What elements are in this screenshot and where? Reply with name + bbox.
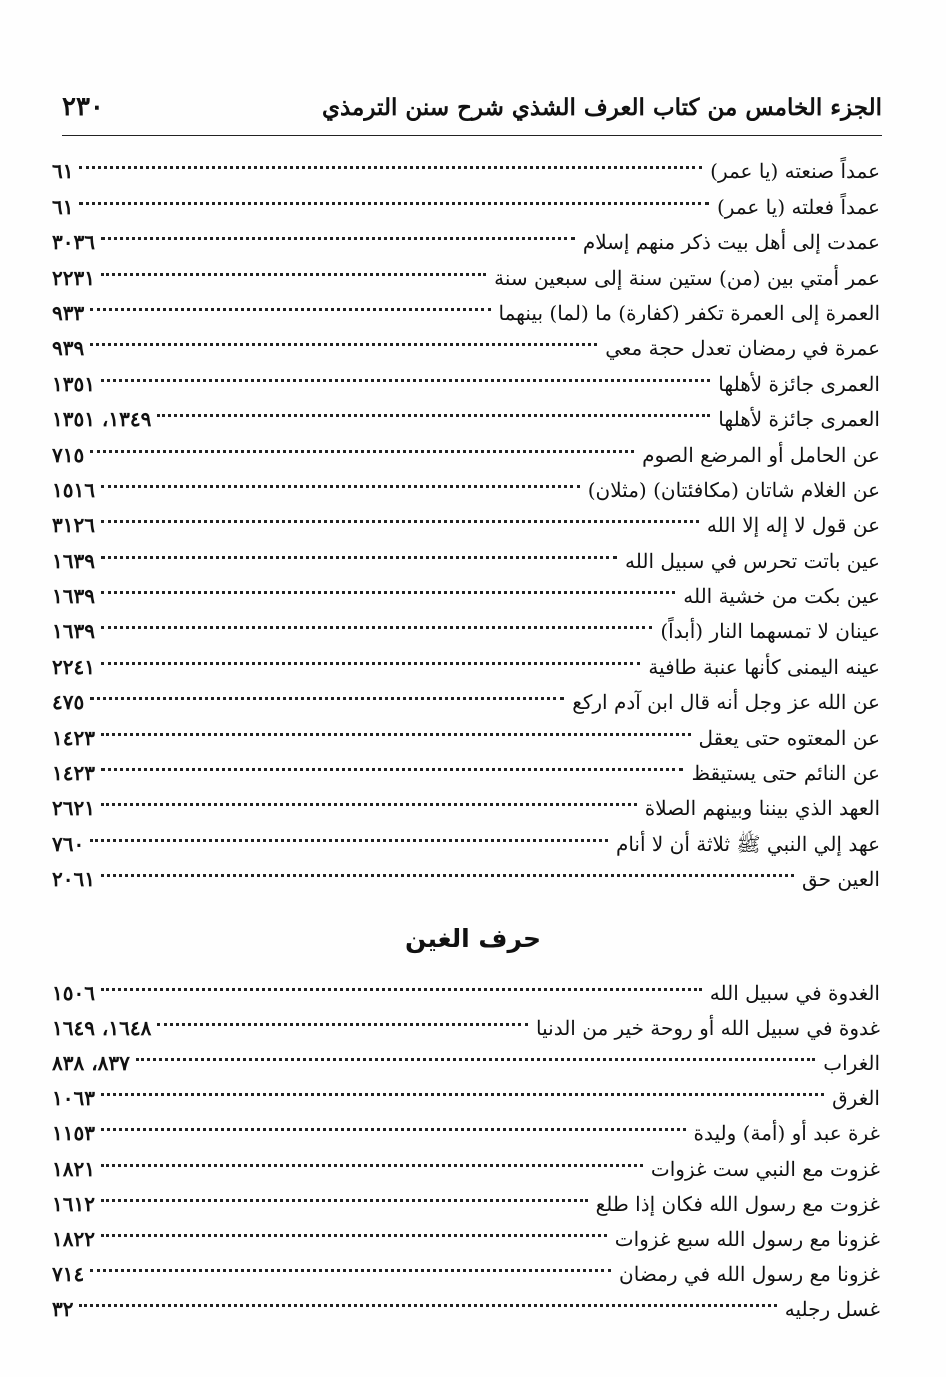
dot-leader [101,803,637,806]
section-heading-ghayn: حرف الغين [404,924,542,953]
dot-leader [136,1058,815,1061]
index-entry [52,394,880,432]
entry-text: عن الحامل أو المرضع الصوم [642,442,880,467]
entry-text: غرة عبد أو (أمة) وليدة [693,1121,880,1146]
entry-text: العين حق [802,867,880,892]
header-rule [62,135,882,136]
index-list-ghayn [52,968,880,1319]
index-entry [52,1003,880,1041]
index-entry [52,358,880,396]
entry-page-numbers: ١٣٤٩، ١٣٥١ [52,407,152,432]
entry-text: عين بكت من خشية الله [683,584,880,609]
entry-text: العهد الذي بيننا وبينهم الصلاة [644,796,880,821]
index-entry [52,818,880,856]
dot-leader [101,662,640,665]
index-entry [52,535,880,573]
entry-text: عمر أمتي بين (من) ستين سنة إلى سبعين سنة [494,265,880,290]
dot-leader [79,1304,776,1307]
entry-page-numbers: ٧١٤ [52,1261,85,1286]
dot-leader [101,273,486,276]
index-entry [52,641,880,679]
dot-leader [101,733,691,736]
entry-page-numbers: ١٦٣٩ [52,548,95,573]
entry-text: عينه اليمنى كأنها عنبة طافية [648,654,880,679]
index-entry [52,1179,880,1214]
index-entry [52,968,880,1006]
entry-page-numbers: ١٨٢٢ [52,1226,95,1251]
entry-text: عمداً فعلته (يا عمر) [716,194,880,219]
entry-page-numbers: ١٠٦٣ [52,1086,95,1111]
entry-text: عن الله عز وجل أنه قال ابن آدم اركع [572,690,880,715]
index-entry [52,748,880,786]
index-entry [52,1038,880,1076]
entry-text: عمدت إلى أهل بيت ذكر منهم إسلام [582,230,880,255]
entry-page-numbers: ١١٥٣ [52,1121,95,1146]
entry-text: عينان لا تمسهما النار (أبداً) [660,619,880,644]
dot-leader [101,379,710,382]
entry-page-numbers: ١٦٣٩ [52,584,95,609]
index-entry [52,1284,880,1319]
entry-page-numbers: ٣٠٣٦ [52,230,95,255]
entry-page-numbers: ١٤٢٣ [52,725,95,750]
entry-page-numbers: ٦١ [52,159,74,184]
entry-text: غدوة في سبيل الله أو روحة خير من الدنيا [536,1016,880,1041]
entry-text: الغدوة في سبيل الله [709,981,880,1006]
entry-text: العمرى جائزة لأهلها [718,371,880,396]
entry-page-numbers: ١٥١٦ [52,477,95,502]
dot-leader [101,237,575,240]
page-header [62,82,882,132]
dot-leader [101,626,652,629]
page-number: ٢٣٠ [62,92,104,122]
dot-leader [157,1023,528,1026]
index-entry [52,1073,880,1111]
entry-text: عمداً صنعته (يا عمر) [710,159,880,184]
entry-page-numbers: ٧١٥ [52,442,85,467]
entry-page-numbers: ١٦١٢ [52,1191,95,1216]
entry-text: غسل رجليه [784,1296,880,1321]
entry-page-numbers: ٢٢٤١ [52,654,95,679]
dot-leader [101,591,675,594]
entry-page-numbers: ٦١ [52,194,74,219]
dot-leader [101,556,617,559]
dot-leader [101,1093,824,1096]
entry-text: غزوت مع النبي ست غزوات [650,1156,880,1181]
entry-page-numbers: ١٦٤٨، ١٦٤٩ [52,1016,152,1041]
index-entry [52,606,880,644]
running-title: الجزء الخامس من كتاب العرف الشذي شرح سنن الترمذي [321,93,882,121]
entry-page-numbers: ٣٢ [52,1296,74,1321]
entry-text: الغراب [823,1051,880,1076]
index-list-ayn [52,146,880,892]
entry-text: العمرة إلى العمرة تكفر (كفارة) ما (لما) بينهما [498,300,880,325]
dot-leader [101,874,794,877]
index-entry [52,500,880,538]
dot-leader [101,768,683,771]
dot-leader [90,1269,611,1272]
index-entry [52,783,880,821]
index-entry [52,465,880,500]
entry-text: العمرى جائزة لأهلها [718,407,880,432]
dot-leader [90,450,634,453]
entry-page-numbers: ٧٦٠ [52,831,85,856]
index-entry [52,1108,880,1146]
entry-text: عين باتت تحرس في سبيل الله [625,548,880,573]
dot-leader [101,1234,607,1237]
index-entry [52,1249,880,1284]
dot-leader [101,485,580,488]
entry-page-numbers: ١٦٣٩ [52,619,95,644]
dot-leader [90,343,597,346]
dot-leader [79,166,702,169]
entry-page-numbers: ١٨٢١ [52,1156,95,1181]
index-entry [52,323,880,361]
entry-text: الغرق [832,1086,880,1111]
dot-leader [101,1128,686,1131]
entry-page-numbers: ٢٢٣١ [52,265,95,290]
index-entry [52,712,880,750]
entry-page-numbers: ٣١٢٦ [52,513,95,538]
index-entry [52,429,880,467]
entry-text: عهد إلي النبي ﷺ ثلاثة أن لا أنام [615,831,880,856]
entry-page-numbers: ٩٣٩ [52,336,85,361]
index-entry [52,288,880,323]
dot-leader [101,1199,588,1202]
entry-text: عمرة في رمضان تعدل حجة معي [605,336,880,361]
entry-text: غزونا مع رسول الله سبع غزوات [614,1226,880,1251]
index-entry [52,677,880,715]
entry-text: عن الغلام شاتان (مكافئتان) (مثلان) [587,477,880,502]
dot-leader [79,202,709,205]
index-entry [52,252,880,290]
entry-page-numbers: ١٣٥١ [52,371,95,396]
entry-page-numbers: ٤٧٥ [52,690,85,715]
index-entry [52,146,880,184]
dot-leader [90,308,490,311]
index-entry [52,571,880,609]
entry-text: غزونا مع رسول الله في رمضان [619,1261,880,1286]
index-entry [52,181,880,219]
entry-text: عن النائم حتى يستيقظ [691,761,880,786]
entry-page-numbers: ٨٣٧، ٨٣٨ [52,1051,130,1076]
entry-text: عن المعتوه حتى يعقل [698,725,880,750]
entry-page-numbers: ١٤٢٣ [52,761,95,786]
entry-page-numbers: ٢٠٦١ [52,867,95,892]
index-entry [52,217,880,255]
dot-leader [90,839,608,842]
index-entry [52,854,880,892]
index-entry [52,1143,880,1181]
entry-text: عن قول لا إله إلا الله [706,513,880,538]
entry-page-numbers: ٩٣٣ [52,300,85,325]
dot-leader [101,1164,643,1167]
dot-leader [90,697,564,700]
dot-leader [101,520,699,523]
entry-text: غزوت مع رسول الله فكان إذا طلع [595,1191,880,1216]
entry-page-numbers: ٢٦٢١ [52,796,95,821]
dot-leader [157,414,710,417]
entry-page-numbers: ١٥٠٦ [52,981,95,1006]
dot-leader [101,988,702,991]
index-entry [52,1214,880,1249]
